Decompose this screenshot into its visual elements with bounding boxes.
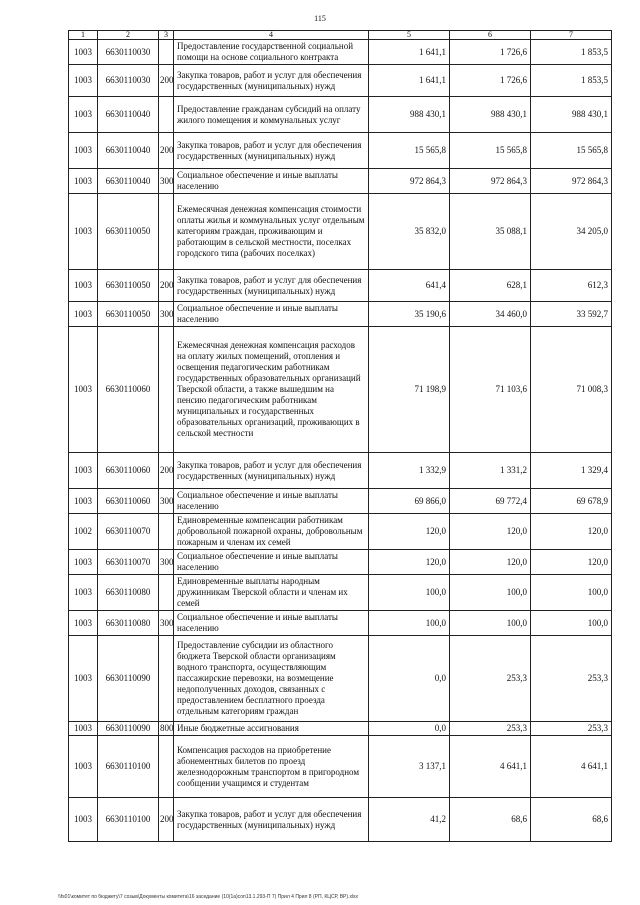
section-code-cell: 1003 [69,194,98,270]
table-row [69,133,612,169]
target-article-cell: 6630110060 [98,453,159,489]
amount-col5-cell: 1 332,9 [369,453,450,489]
table-row [69,611,612,636]
amount-col7-cell: 1 329,4 [531,453,612,489]
section-code-cell: 1003 [69,169,98,194]
file-path-footer: \\fs01\комитет по бюджету\7 созыв\Документы комитета\16 заседание (10(1а)соп13.1.293-П 7) Прил 4 Прил 8 (РП, КЦСР, ВР).xlsx [58,894,359,900]
table-row [69,270,612,302]
target-article-cell: 6630110070 [98,514,159,550]
amount-col7-cell: 253,3 [531,636,612,722]
target-article-cell: 6630110040 [98,169,159,194]
amount-col5-cell: 3 137,1 [369,736,450,798]
table-row [69,327,612,453]
expense-type-cell [159,327,174,453]
table-row [69,636,612,722]
amount-col5-cell: 41,2 [369,798,450,842]
expense-type-cell [159,575,174,611]
expense-type-cell [159,40,174,65]
amount-col6-cell: 120,0 [450,550,531,575]
amount-col7-cell: 1 853,5 [531,40,612,65]
section-code-cell: 1003 [69,65,98,97]
header-cell: 2 [98,31,159,40]
amount-col5-cell: 100,0 [369,611,450,636]
amount-col7-cell: 988 430,1 [531,97,612,133]
description-cell: Закупка товаров, работ и услуг для обеспечения государственных (муниципальных) нужд [174,270,369,302]
expense-type-cell: 300 [159,169,174,194]
table-row [69,97,612,133]
expense-type-cell [159,636,174,722]
table-row [69,40,612,65]
amount-col5-cell: 0,0 [369,636,450,722]
amount-col6-cell: 34 460,0 [450,302,531,327]
section-code-cell: 1003 [69,489,98,514]
amount-col6-cell: 1 726,6 [450,65,531,97]
table-row [69,65,612,97]
description-cell: Единовременные выплаты народным дружинникам Тверской области и членам их семей [174,575,369,611]
expense-type-cell: 800 [159,722,174,736]
section-code-cell: 1003 [69,97,98,133]
section-code-cell: 1003 [69,40,98,65]
section-code-cell: 1003 [69,302,98,327]
section-code-cell: 1002 [69,514,98,550]
amount-col7-cell: 100,0 [531,611,612,636]
section-code-cell: 1003 [69,575,98,611]
description-cell: Ежемесячная денежная компенсация стоимости оплаты жилья и коммунальных услуг отдельным категориям граждан, проживающим и работающим в сельской местности, поселках городского типа (рабочих поселках) [174,194,369,270]
description-cell: Предоставление государственной социальной помощи на основе социального контракта [174,40,369,65]
budget-table [68,30,612,842]
target-article-cell: 6630110060 [98,489,159,514]
amount-col5-cell: 120,0 [369,514,450,550]
expense-type-cell: 300 [159,550,174,575]
description-cell: Социальное обеспечение и иные выплаты населению [174,550,369,575]
section-code-cell: 1003 [69,798,98,842]
description-cell: Компенсация расходов на приобретение абонементных билетов по проезд железнодорожным транспортом в пригородном сообщении учащимся и студентам [174,736,369,798]
description-cell: Социальное обеспечение и иные выплаты населению [174,169,369,194]
amount-col7-cell: 4 641,1 [531,736,612,798]
header-cell: 1 [69,31,98,40]
target-article-cell: 6630110090 [98,722,159,736]
expense-type-cell: 300 [159,302,174,327]
expense-type-cell [159,194,174,270]
amount-col7-cell: 69 678,9 [531,489,612,514]
table-row [69,575,612,611]
amount-col7-cell: 972 864,3 [531,169,612,194]
table-row [69,453,612,489]
amount-col5-cell: 1 641,1 [369,40,450,65]
description-cell: Закупка товаров, работ и услуг для обеспечения государственных (муниципальных) нужд [174,798,369,842]
table-row [69,169,612,194]
amount-col5-cell: 35 832,0 [369,194,450,270]
amount-col7-cell: 68,6 [531,798,612,842]
expense-type-cell [159,514,174,550]
amount-col6-cell: 120,0 [450,514,531,550]
amount-col6-cell: 988 430,1 [450,97,531,133]
amount-col5-cell: 641,4 [369,270,450,302]
expense-type-cell [159,97,174,133]
amount-col7-cell: 1 853,5 [531,65,612,97]
amount-col6-cell: 253,3 [450,636,531,722]
description-cell: Предоставление субсидии из областного бюджета Тверской области организациям водного транспорта, осуществляющим пассажирские перевозки, на возмещение недополученных доходов, связанных с предоставлением бесплатного проезда отдельным категориям граждан [174,636,369,722]
amount-col5-cell: 0,0 [369,722,450,736]
amount-col7-cell: 71 008,3 [531,327,612,453]
section-code-cell: 1003 [69,611,98,636]
column-number-header [69,31,612,40]
amount-col5-cell: 35 190,6 [369,302,450,327]
amount-col5-cell: 100,0 [369,575,450,611]
amount-col6-cell: 15 565,8 [450,133,531,169]
section-code-cell: 1003 [69,270,98,302]
amount-col7-cell: 15 565,8 [531,133,612,169]
table-row [69,736,612,798]
expense-type-cell: 200 [159,65,174,97]
amount-col6-cell: 4 641,1 [450,736,531,798]
target-article-cell: 6630110100 [98,736,159,798]
target-article-cell: 6630110030 [98,40,159,65]
expense-type-cell: 300 [159,489,174,514]
amount-col6-cell: 100,0 [450,575,531,611]
table-row [69,550,612,575]
target-article-cell: 6630110040 [98,133,159,169]
expense-type-cell: 200 [159,453,174,489]
amount-col7-cell: 34 205,0 [531,194,612,270]
amount-col5-cell: 120,0 [369,550,450,575]
expense-type-cell: 200 [159,798,174,842]
section-code-cell: 1003 [69,636,98,722]
amount-col6-cell: 35 088,1 [450,194,531,270]
target-article-cell: 6630110050 [98,194,159,270]
target-article-cell: 6630110060 [98,327,159,453]
header-cell: 7 [531,31,612,40]
description-cell: Ежемесячная денежная компенсация расходов на оплату жилых помещений, отопления и освещения педагогическим работникам государственных образовательных организаций Тверской области, а также вышедшим на пенсию педагогическим работникам муниципальных и государственных образовательных организаций, проживающих в сельской местности [174,327,369,453]
amount-col7-cell: 120,0 [531,514,612,550]
header-cell: 5 [369,31,450,40]
amount-col6-cell: 1 331,2 [450,453,531,489]
header-cell: 3 [159,31,174,40]
section-code-cell: 1003 [69,736,98,798]
expense-type-cell: 200 [159,133,174,169]
amount-col5-cell: 15 565,8 [369,133,450,169]
section-code-cell: 1003 [69,453,98,489]
description-cell: Иные бюджетные ассигнования [174,722,369,736]
target-article-cell: 6630110040 [98,97,159,133]
section-code-cell: 1003 [69,133,98,169]
description-cell: Предоставление гражданам субсидий на оплату жилого помещения и коммунальных услуг [174,97,369,133]
description-cell: Социальное обеспечение и иные выплаты населению [174,611,369,636]
amount-col7-cell: 120,0 [531,550,612,575]
amount-col7-cell: 253,3 [531,722,612,736]
expense-type-cell [159,736,174,798]
amount-col6-cell: 628,1 [450,270,531,302]
table-row [69,798,612,842]
table-row [69,722,612,736]
section-code-cell: 1003 [69,327,98,453]
target-article-cell: 6630110080 [98,575,159,611]
amount-col6-cell: 71 103,6 [450,327,531,453]
description-cell: Закупка товаров, работ и услуг для обеспечения государственных (муниципальных) нужд [174,65,369,97]
amount-col6-cell: 69 772,4 [450,489,531,514]
amount-col6-cell: 972 864,3 [450,169,531,194]
amount-col7-cell: 100,0 [531,575,612,611]
amount-col7-cell: 612,3 [531,270,612,302]
amount-col5-cell: 988 430,1 [369,97,450,133]
target-article-cell: 6630110090 [98,636,159,722]
description-cell: Социальное обеспечение и иные выплаты населению [174,489,369,514]
description-cell: Закупка товаров, работ и услуг для обеспечения государственных (муниципальных) нужд [174,453,369,489]
target-article-cell: 6630110070 [98,550,159,575]
amount-col5-cell: 71 198,9 [369,327,450,453]
target-article-cell: 6630110050 [98,270,159,302]
table-row [69,489,612,514]
description-cell: Социальное обеспечение и иные выплаты населению [174,302,369,327]
amount-col7-cell: 33 592,7 [531,302,612,327]
page-number: 115 [314,14,326,23]
amount-col5-cell: 972 864,3 [369,169,450,194]
amount-col6-cell: 100,0 [450,611,531,636]
section-code-cell: 1003 [69,722,98,736]
expense-type-cell: 200 [159,270,174,302]
description-cell: Закупка товаров, работ и услуг для обеспечения государственных (муниципальных) нужд [174,133,369,169]
amount-col5-cell: 69 866,0 [369,489,450,514]
description-cell: Единовременные компенсации работникам добровольной пожарной охраны, добровольным пожарным и членам их семей [174,514,369,550]
target-article-cell: 6630110030 [98,65,159,97]
header-cell: 4 [174,31,369,40]
amount-col6-cell: 253,3 [450,722,531,736]
header-cell: 6 [450,31,531,40]
table-row [69,194,612,270]
amount-col5-cell: 1 641,1 [369,65,450,97]
section-code-cell: 1003 [69,550,98,575]
expense-type-cell: 300 [159,611,174,636]
amount-col6-cell: 68,6 [450,798,531,842]
target-article-cell: 6630110100 [98,798,159,842]
table-row [69,514,612,550]
amount-col6-cell: 1 726,6 [450,40,531,65]
target-article-cell: 6630110080 [98,611,159,636]
target-article-cell: 6630110050 [98,302,159,327]
table-row [69,302,612,327]
